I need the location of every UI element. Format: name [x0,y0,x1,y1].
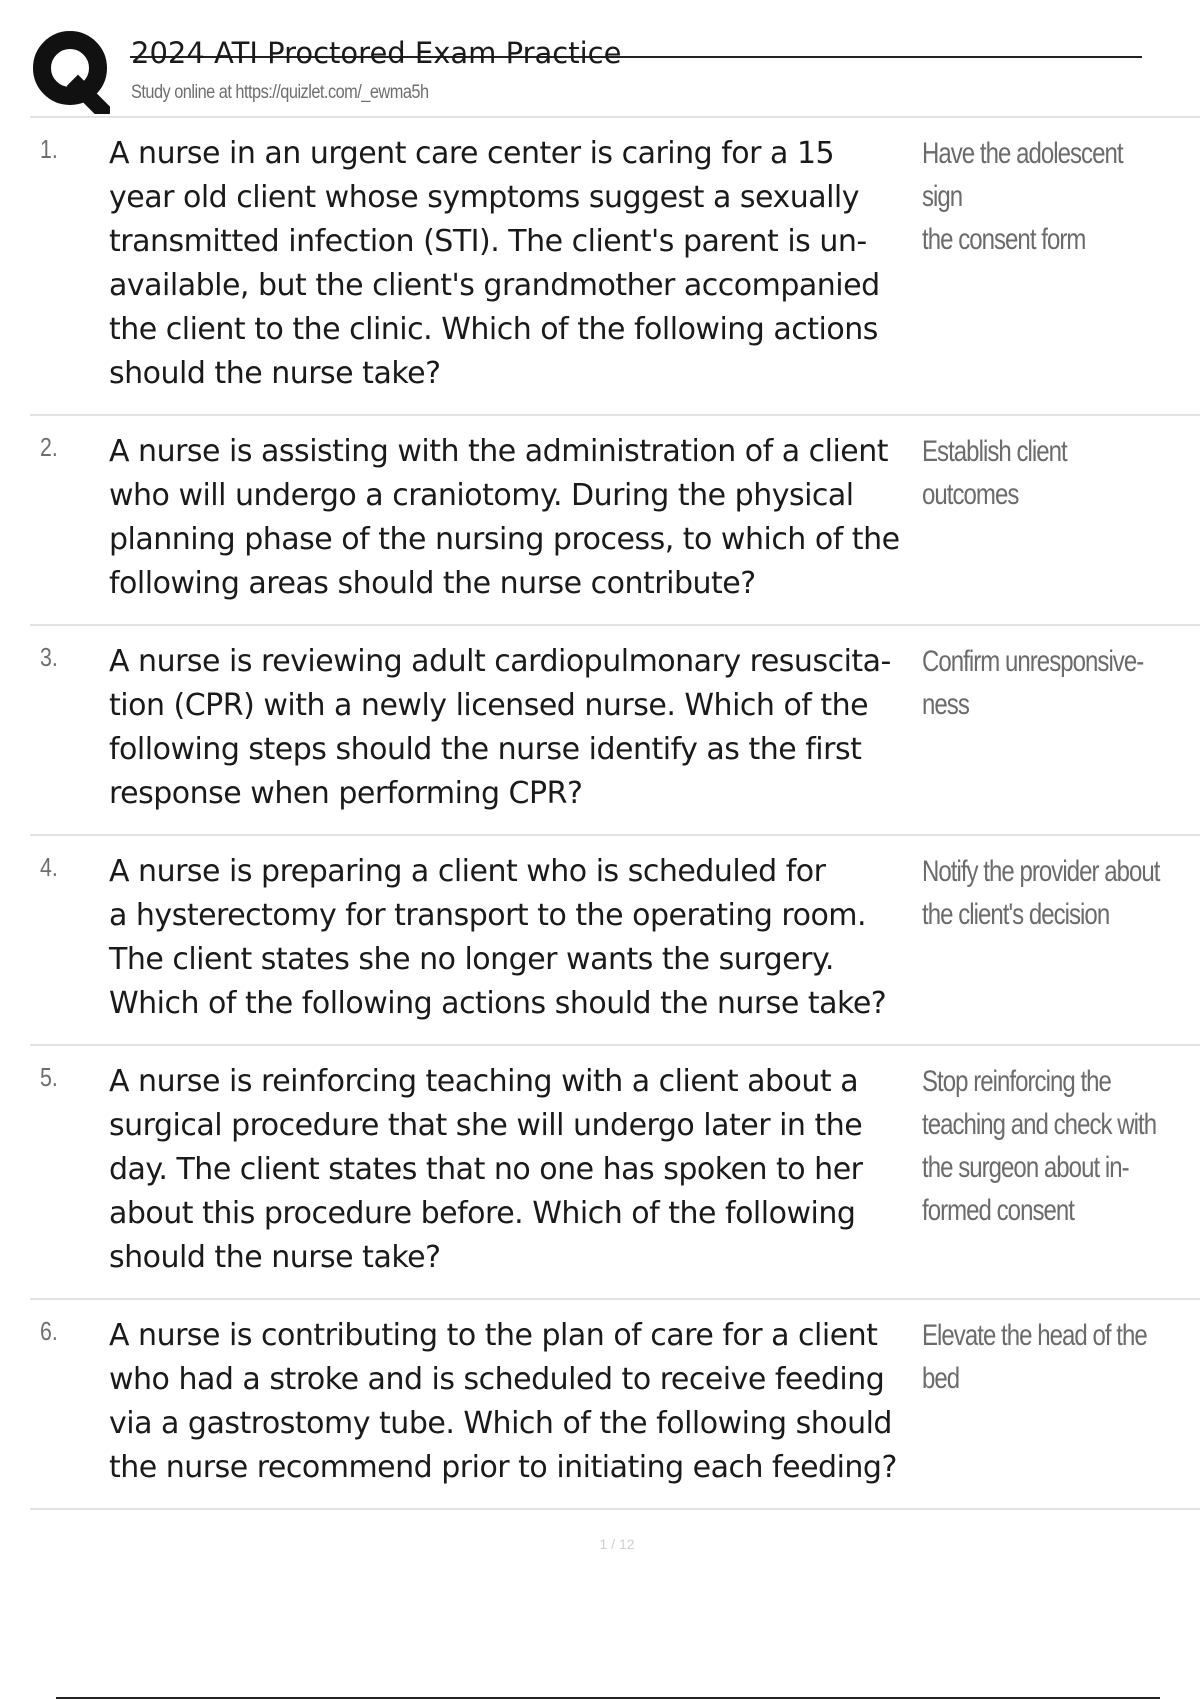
card-answer: Establish client outcomes [922,435,1067,511]
flashcard-row [30,1046,1200,1300]
flashcard-row [30,118,1200,416]
card-question: A nurse is reinforcing teaching with a client about a surgical procedure that she will undergo later in the day. The client states that no one has spoken to her about this procedure before. Which of the following should the nurse take? [109,1064,863,1275]
flashcard-row [30,416,1200,626]
flashcard-row [30,836,1200,1046]
card-answer: Confirm unresponsive- ness [922,645,1144,721]
card-answer: Elevate the head of the bed [922,1319,1147,1395]
flashcard-row [30,1300,1200,1510]
footer-rule [56,1697,1160,1699]
flashcard-row [30,626,1200,836]
study-online-link-text: Study online at https://quizlet.com/_ewma5h [131,82,429,103]
card-number: 5. [40,1062,58,1092]
flashcard-list [30,118,1200,1510]
card-number: 6. [40,1316,58,1346]
card-question: A nurse is preparing a client who is scheduled for a hysterectomy for transport to the operating room. The client states she no longer wants the surgery. Which of the following actions should the nurse take? [109,854,887,1021]
card-number: 4. [40,852,58,882]
quizlet-q-logo-icon [32,30,110,114]
card-number: 1. [40,134,58,164]
card-number: 2. [40,432,58,462]
card-question: A nurse is contributing to the plan of care for a client who had a stroke and is scheduled to receive feeding via a gastrostomy tube. Which of the following should the nurse recommend prior to initiating each feeding? [109,1318,897,1485]
page-header [0,0,1200,118]
card-question: A nurse is reviewing adult cardiopulmonary resuscita- tion (CPR) with a newly licensed nurse. Which of the following steps should the nurse identify as the first response when performing CPR? [109,644,891,811]
card-answer: Notify the provider about the client's decision [922,855,1160,931]
card-question: A nurse in an urgent care center is caring for a 15 year old client whose symptoms suggest a sexually transmitted infection (STI). The client's parent is un- available, but the client's grandmother accompanied the client to the clinic. Which of the following actions should the nurse take? [109,136,880,391]
card-answer: Stop reinforcing the teaching and check with the surgeon about in- formed consent [922,1065,1157,1227]
card-question: A nurse is assisting with the administration of a client who will undergo a craniotomy. During the physical planning phase of the nursing process, to which of the following areas should the nurse contribute? [109,434,900,601]
document-title: 2024 ATI Proctored Exam Practice [131,36,622,70]
page-number: 1 / 12 [599,1536,635,1552]
card-number: 3. [40,642,58,672]
card-answer: Have the adolescent sign the consent form [922,137,1123,256]
